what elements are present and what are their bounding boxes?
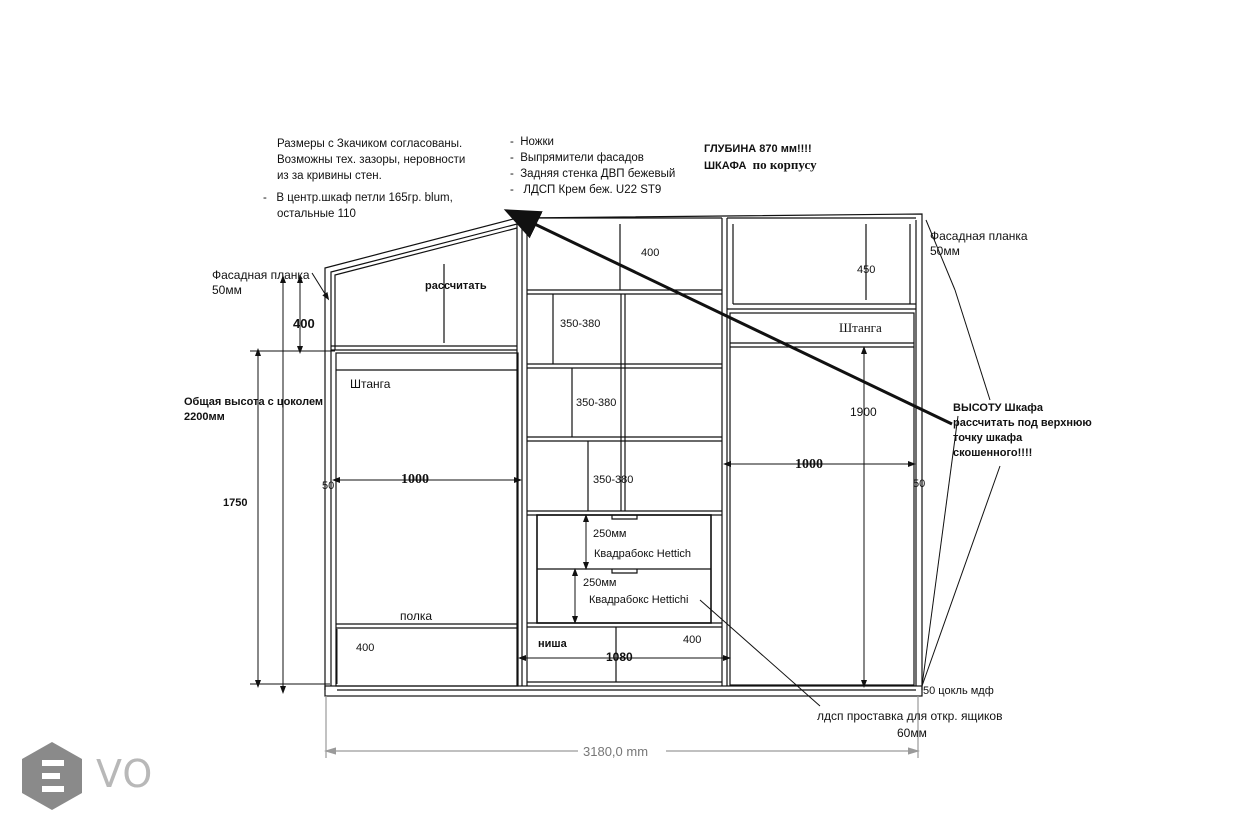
note-line: скошенного!!!! [953,447,1033,459]
drawer2-name: Квадрабокс Hettichi [589,594,689,606]
rod-right-label: Штанга [839,320,882,335]
note-line: точку шкафа [953,432,1023,444]
note-line: - Ножки [510,136,554,148]
right-section [727,218,916,685]
dim-1750: 1750 [223,497,248,509]
note-line: Размеры с Зкачиком согласованы. [277,138,463,150]
facade-strip-left-size: 50мм [212,283,242,297]
center-section [522,218,727,686]
note-line: остальные 110 [277,208,356,220]
calculate-label: рассчитать [425,280,487,292]
niche-label: ниша [538,638,567,650]
shelf-label: полка [400,609,433,623]
shelf-height-2: 350-380 [576,397,617,409]
facade-strip-right-size: 50мм [930,244,960,258]
dim-1080: 1080 [606,650,633,664]
depth-note-line1: ГЛУБИНА 870 мм!!!! [704,143,812,155]
drawer1-height: 250мм [593,528,627,540]
dim-400-center-bottom: 400 [683,634,702,646]
dim-400-left-top: 400 [293,316,315,331]
drawer1-name: Квадрабокс Hettich [594,548,692,560]
dim-50-right: 50 [913,478,926,490]
client-agreement-note [277,136,465,184]
shelf-height-1: 350-380 [560,318,601,330]
note-line: Возможны тех. зазоры, неровности [277,154,466,166]
spacer-size: 60мм [897,726,927,740]
hinges-note [263,190,453,222]
note-line: - Задняя стенка ДВП бежевый [510,168,676,180]
dim-400-left-bottom: 400 [356,642,375,654]
shelf-height-3: 350-380 [593,474,634,486]
dim-1000-left: 1000 [401,472,429,487]
total-height-label: Общая высота с цоколем [184,396,324,408]
logo-text: VO [96,752,154,796]
drawer2-height: 250мм [583,577,617,589]
note-line: рассчитать под верхнюю [953,417,1092,429]
rod-left-label: Штанга [350,377,391,391]
note-line: из за кривины стен. [277,170,382,182]
dim-1900: 1900 [850,405,877,419]
dim-450: 450 [857,264,876,276]
note-line: - Выпрямители фасадов [510,152,644,164]
facade-strip-right-label: Фасадная планка [930,229,1028,243]
height-note [953,401,1092,461]
dim-50-left: 50 [322,480,335,492]
note-line: - ЛДСП Крем беж. U22 ST9 [510,184,662,196]
total-width-label: 3180,0 mm [583,744,649,759]
note-line: ВЫСОТУ Шкафа [953,402,1043,414]
facade-strip-left-label: Фасадная планка [212,268,310,282]
plinth-label: 50 цокль мдф [923,685,994,697]
total-height-value: 2200мм [184,411,225,423]
note-line: - В центр.шкаф петли 165гр. blum, [263,192,453,204]
dim-400-center-top: 400 [641,247,660,259]
components-note [510,134,675,198]
spacer-label: лдсп проставка для откр. ящиков [817,709,1003,723]
depth-note-line2: ШКАФА по корпусу [704,157,817,172]
dim-1000-right: 1000 [795,457,823,472]
